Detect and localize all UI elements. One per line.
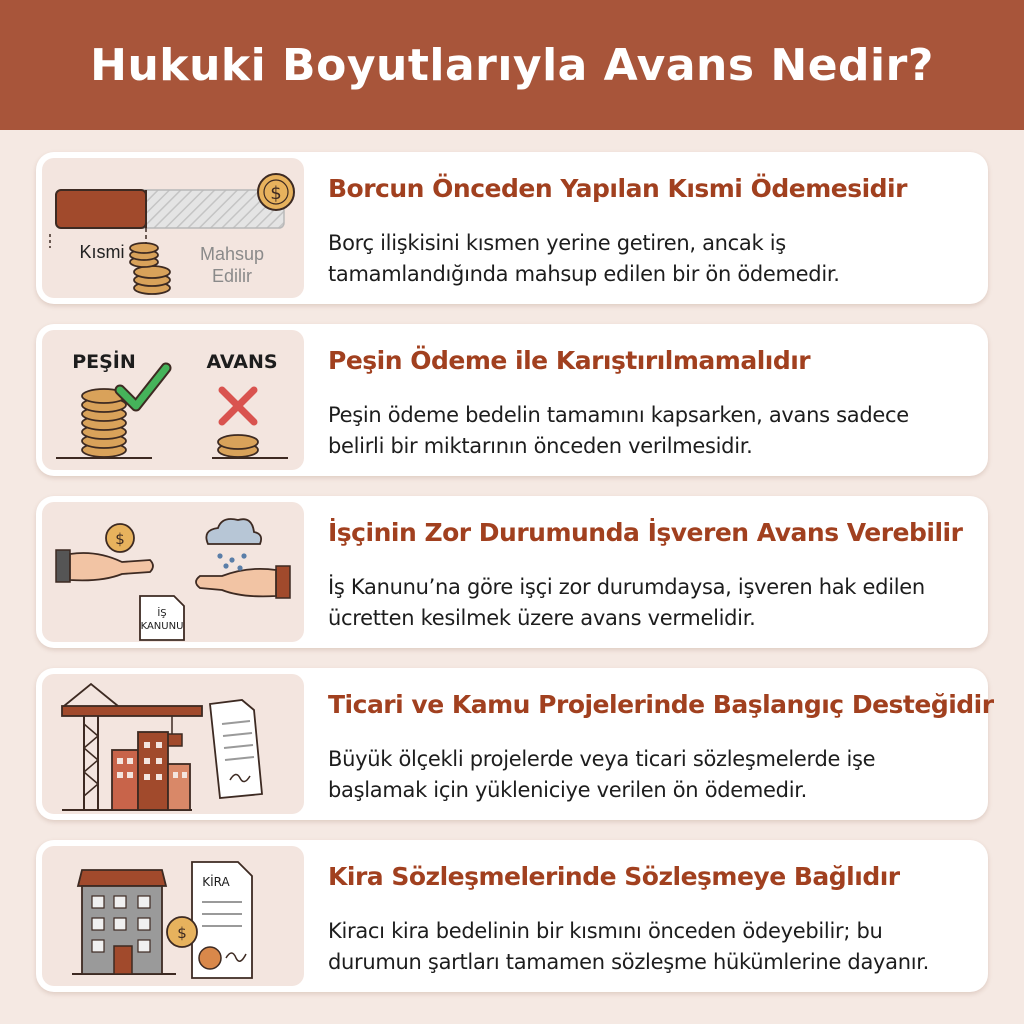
doc-label-kira: KİRA <box>202 875 230 889</box>
label-mahsup: Mahsup <box>199 244 265 264</box>
card-title: Peşin Ödeme ile Karıştırılmamalıdır <box>328 346 811 375</box>
card-title: Borcun Önceden Yapılan Kısmi Ödemesidir <box>328 174 907 203</box>
doc-label-is: İŞ <box>157 608 167 619</box>
partial-payment-bar-icon <box>42 158 304 298</box>
card-description: Kiracı kira bedelinin bir kısmını önceden ödeyebilir; bu durumun şartları tamamen sözleşme hükümlerine dayanır. <box>328 919 930 974</box>
info-card-cash-vs-advance <box>36 324 988 476</box>
card-description: Büyük ölçekli projelerde veya ticari sözleşmelerde işe başlamak için yükleniciye verilen ön ödemedir. <box>328 747 876 802</box>
page-title: Hukuki Boyutlarıyla Avans Nedir? <box>90 39 934 91</box>
building-contract-icon <box>42 846 304 986</box>
label-avans: AVANS <box>206 351 278 373</box>
card-title: Kira Sözleşmelerinde Sözleşmeye Bağlıdır <box>328 862 900 891</box>
svg-text:$: $ <box>270 183 282 204</box>
label-edilir: Edilir <box>211 266 253 286</box>
svg-text:$: $ <box>177 924 187 942</box>
card-description: Peşin ödeme bedelin tamamını kapsarken, avans sadece belirli bir miktarının önceden verilmesidir. <box>328 403 909 458</box>
card-title: Ticari ve Kamu Projelerinde Başlangıç Desteğidir <box>328 690 994 719</box>
header-banner <box>0 0 1024 130</box>
construction-crane-icon <box>42 674 304 814</box>
info-card-employee-advance <box>36 496 988 648</box>
info-card-rent-advance <box>36 840 988 992</box>
hands-coin-cloud-icon <box>42 502 304 642</box>
card-title: İşçinin Zor Durumunda İşveren Avans Verebilir <box>328 518 963 547</box>
card-description: Borç ilişkisini kısmen yerine getiren, ancak iş tamamlandığında mahsup edilen bir ön ödemedir. <box>328 231 840 286</box>
info-card-partial-payment <box>36 152 988 304</box>
svg-text:$: $ <box>115 530 125 548</box>
info-card-project-advance <box>36 668 994 820</box>
doc-label-kanunu: KANUNU <box>140 621 184 632</box>
label-kismi: Kısmi <box>79 242 125 262</box>
card-description: İş Kanunu’na göre işçi zor durumdaysa, işveren hak edilen ücretten kesilmek üzere avans vermelidir. <box>328 575 925 630</box>
label-pesin: PEŞİN <box>72 351 136 373</box>
comparison-coins-icon <box>42 330 304 470</box>
